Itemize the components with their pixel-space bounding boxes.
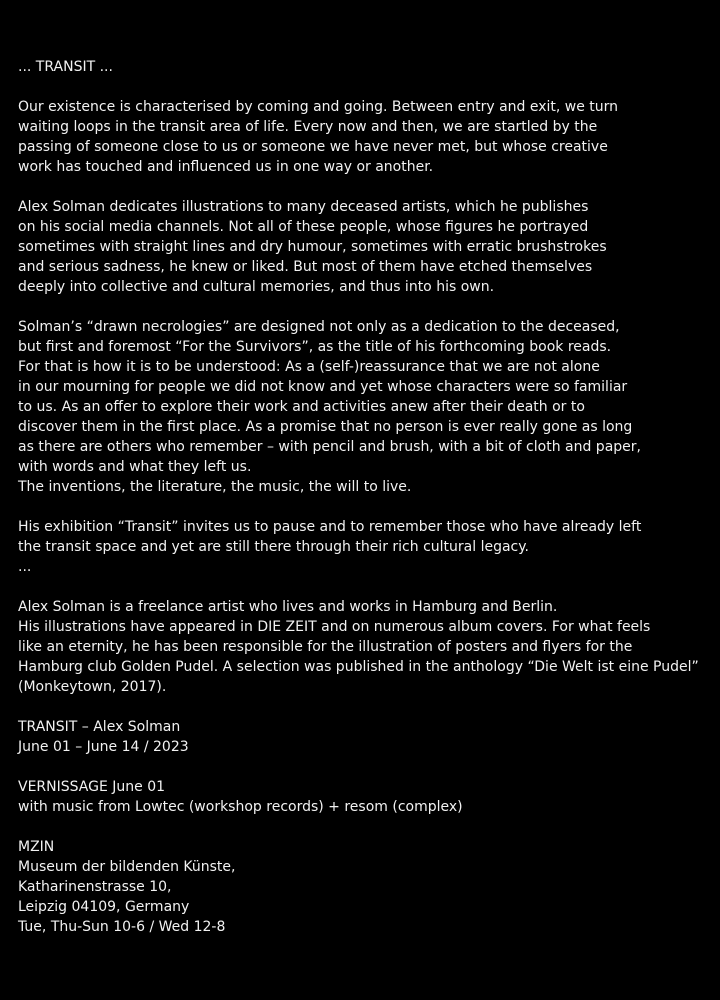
text-line: to us. As an offer to explore their work and activities anew after their death or to — [18, 399, 585, 415]
text-line: like an eternity, he has been responsible for the illustration of posters and flyers for the — [18, 639, 633, 655]
text-line: His illustrations have appeared in DIE ZEIT and on numerous album covers. For what feels — [18, 619, 651, 635]
text-line: The inventions, the literature, the music, the will to live. — [18, 479, 412, 495]
text-line: Solman’s “drawn necrologies” are designed not only as a dedication to the deceased, — [18, 319, 620, 335]
text-line: with words and what they left us. — [18, 459, 252, 475]
text-line: and serious sadness, he knew or liked. But most of them have etched themselves — [18, 259, 593, 275]
text-line: Our existence is characterised by coming and going. Between entry and exit, we turn — [18, 99, 619, 115]
bio-paragraph — [18, 597, 720, 697]
dedication-paragraph — [18, 197, 720, 297]
vernissage-block — [18, 777, 720, 817]
venue-block — [18, 837, 720, 937]
text-line: sometimes with straight lines and dry humour, sometimes with erratic brushstrokes — [18, 239, 607, 255]
text-line: Alex Solman dedicates illustrations to many deceased artists, which he publishes — [18, 199, 589, 215]
exhibition-paragraph — [18, 517, 720, 577]
venue-address-line: Leipzig 04109, Germany — [18, 899, 190, 915]
text-line: deeply into collective and cultural memories, and thus into his own. — [18, 279, 495, 295]
heading-block — [18, 57, 720, 77]
text-line: on his social media channels. Not all of these people, whose figures he portrayed — [18, 219, 589, 235]
text-line: discover them in the first place. As a promise that no person is ever really gone as long — [18, 419, 633, 435]
venue-address-line: Museum der bildenden Künste, — [18, 859, 236, 875]
text-line: ... — [18, 559, 32, 575]
text-line: work has touched and influenced us in one way or another. — [18, 159, 434, 175]
text-line: Alex Solman is a freelance artist who lives and works in Hamburg and Berlin. — [18, 599, 558, 615]
intro-paragraph — [18, 97, 720, 177]
text-line: waiting loops in the transit area of life. Every now and then, we are startled by the — [18, 119, 598, 135]
venue-name: MZIN — [18, 839, 55, 855]
venue-hours: Tue, Thu-Sun 10-6 / Wed 12-8 — [18, 919, 226, 935]
text-line: in our mourning for people we did not know and yet whose characters were so familiar — [18, 379, 628, 395]
necrologies-paragraph — [18, 317, 720, 497]
event-dates: June 01 – June 14 / 2023 — [18, 739, 189, 755]
venue-address-line: Katharinenstrasse 10, — [18, 879, 172, 895]
event-block — [18, 717, 720, 757]
text-line: as there are others who remember – with pencil and brush, with a bit of cloth and paper, — [18, 439, 641, 455]
event-title: TRANSIT – Alex Solman — [18, 719, 181, 735]
text-line: passing of someone close to us or someone we have never met, but whose creative — [18, 139, 608, 155]
text-line: (Monkeytown, 2017). — [18, 679, 167, 695]
page-title: ... TRANSIT ... — [18, 59, 113, 75]
vernissage-title: VERNISSAGE June 01 — [18, 779, 166, 795]
text-line: the transit space and yet are still there through their rich cultural legacy. — [18, 539, 529, 555]
text-line: Hamburg club Golden Pudel. A selection was published in the anthology “Die Welt ist eine Pudel” — [18, 659, 699, 675]
text-line: but first and foremost “For the Survivors”, as the title of his forthcoming book reads. — [18, 339, 612, 355]
text-line: For that is how it is to be understood: As a (self-)reassurance that we are not alone — [18, 359, 600, 375]
vernissage-music: with music from Lowtec (workshop records) + resom (complex) — [18, 799, 463, 815]
text-line: His exhibition “Transit” invites us to pause and to remember those who have already left — [18, 519, 642, 535]
